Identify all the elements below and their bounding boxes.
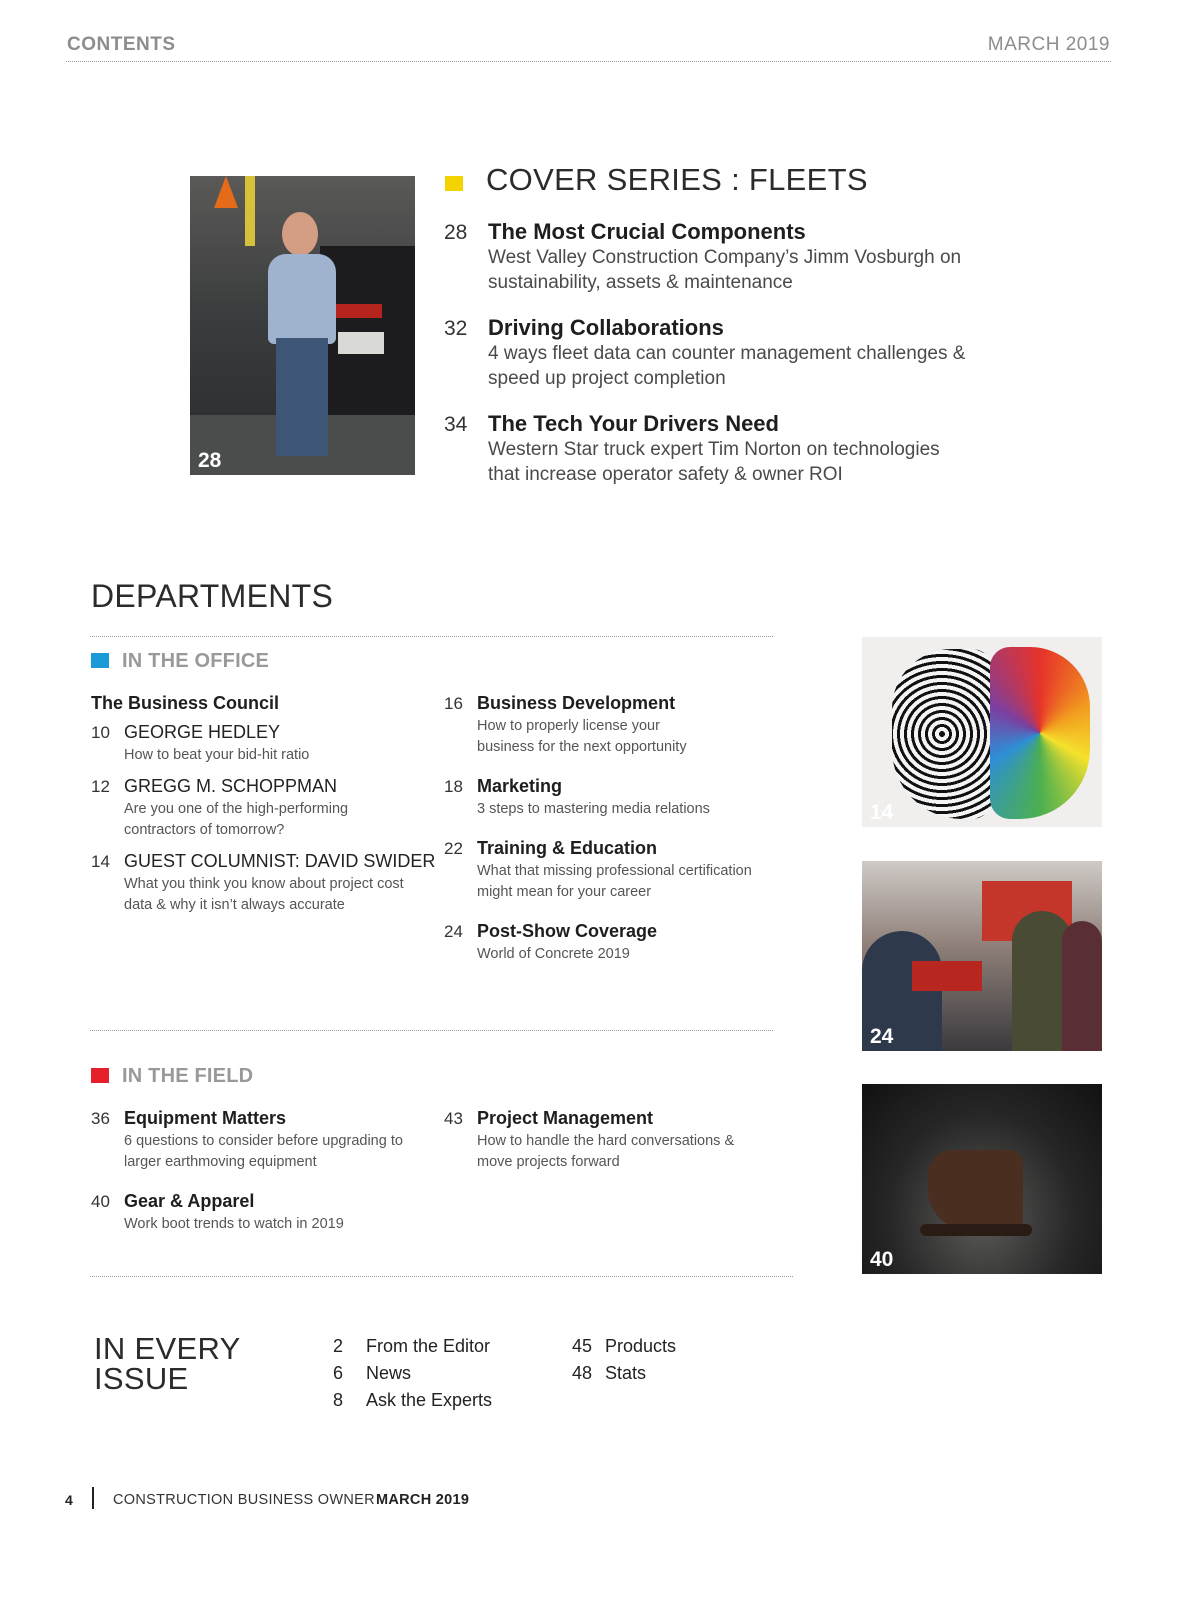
business-council-label: The Business Council <box>91 693 280 713</box>
in-every-issue-heading <box>94 1331 241 1396</box>
person-jeans-graphic <box>276 338 328 456</box>
regular-item-title[interactable]: From the Editor <box>366 1336 491 1356</box>
article-title[interactable]: Gear & Apparel <box>124 1191 255 1211</box>
article-title[interactable]: Project Management <box>477 1108 654 1128</box>
photo-page-number: 14 <box>870 801 894 824</box>
page-number: 10 <box>91 723 110 742</box>
page-number: 14 <box>91 852 110 871</box>
person-shirt-graphic <box>268 254 336 344</box>
page-number: 8 <box>333 1390 344 1410</box>
heading-line: IN EVERY <box>94 1331 241 1366</box>
article-description: How to properly license your business for the next opportunity <box>477 718 687 755</box>
article-description: 3 steps to mastering media relations <box>477 801 710 817</box>
page-number: 18 <box>444 777 463 796</box>
brain-illustration-photo[interactable] <box>862 637 1102 827</box>
article-title[interactable]: Business Development <box>477 693 676 713</box>
in-the-office-heading: IN THE OFFICE <box>122 650 270 672</box>
photo-page-number: 40 <box>870 1248 894 1271</box>
cover-story-photo[interactable] <box>190 176 415 475</box>
article-title[interactable]: Marketing <box>477 776 563 796</box>
article-title[interactable]: Training & Education <box>477 838 658 858</box>
article-title[interactable]: GREGG M. SCHOPPMAN <box>124 776 338 796</box>
article-description: How to handle the hard conversations & move projects forward <box>477 1133 735 1170</box>
article-description: Work boot trends to watch in 2019 <box>124 1216 344 1232</box>
work-boot-photo[interactable] <box>862 1084 1102 1274</box>
article-description: World of Concrete 2019 <box>477 946 630 962</box>
field-divider <box>90 1276 793 1277</box>
page-number: 12 <box>91 777 110 796</box>
section-label: CONTENTS <box>67 34 176 55</box>
trade-show-photo[interactable] <box>862 861 1102 1051</box>
page-number: 16 <box>444 694 463 713</box>
article-description: What you think you know about project cost data & why it isn’t always accurate <box>124 876 404 913</box>
page-number: 22 <box>444 839 463 858</box>
header-divider <box>66 61 1111 62</box>
page-number: 48 <box>572 1363 593 1383</box>
field-accent-square <box>91 1068 109 1083</box>
article-description: West Valley Construction Company’s Jimm Vosburgh on sustainability, assets & maintenance <box>488 247 962 293</box>
page-number: 34 <box>444 413 468 436</box>
article-description: How to beat your bid-hit ratio <box>124 747 310 763</box>
page-number: 43 <box>444 1109 463 1128</box>
article-title[interactable]: Post-Show Coverage <box>477 921 658 941</box>
page-number: 28 <box>444 221 468 244</box>
page-number: 40 <box>91 1192 110 1211</box>
regular-item-title[interactable]: Ask the Experts <box>366 1390 493 1410</box>
article-title[interactable]: The Most Crucial Components <box>488 219 806 244</box>
folio-page-number: 4 <box>65 1492 73 1508</box>
article-description: 4 ways fleet data can counter management challenges & speed up project completion <box>488 343 966 389</box>
regular-item-title[interactable]: Stats <box>605 1363 647 1383</box>
page-number: 32 <box>444 317 468 340</box>
cover-series-heading: COVER SERIES : FLEETS <box>486 162 868 197</box>
departments-divider <box>90 636 773 637</box>
in-the-field-heading: IN THE FIELD <box>122 1065 254 1087</box>
article-title[interactable]: GEORGE HEDLEY <box>124 722 281 742</box>
footer-separator <box>92 1487 94 1509</box>
article-description: Are you one of the high-performing contractors of tomorrow? <box>124 801 349 838</box>
page-number: 24 <box>444 922 463 941</box>
departments-heading: DEPARTMENTS <box>91 578 334 614</box>
page-number: 2 <box>333 1336 344 1356</box>
person-head-graphic <box>282 212 318 256</box>
article-title[interactable]: GUEST COLUMNIST: DAVID SWIDER <box>124 851 436 871</box>
photo-page-number: 24 <box>870 1025 894 1048</box>
page-number: 6 <box>333 1363 344 1383</box>
issue-date: MARCH 2019 <box>987 34 1110 55</box>
article-title[interactable]: The Tech Your Drivers Need <box>488 411 779 436</box>
office-field-divider <box>90 1030 773 1031</box>
regular-item-title[interactable]: Products <box>605 1336 677 1356</box>
cover-accent-square <box>445 176 463 191</box>
page-number: 36 <box>91 1109 110 1128</box>
office-accent-square <box>91 653 109 668</box>
photo-page-number: 28 <box>198 449 222 472</box>
article-title[interactable]: Driving Collaborations <box>488 315 724 340</box>
regular-item-title[interactable]: News <box>366 1363 412 1383</box>
article-description: 6 questions to consider before upgrading to larger earthmoving equipment <box>124 1133 403 1170</box>
heading-line: ISSUE <box>94 1361 189 1396</box>
footer-date: MARCH 2019 <box>376 1492 470 1508</box>
traffic-cone-graphic <box>214 176 238 208</box>
page-number: 45 <box>572 1336 593 1356</box>
article-description: Western Star truck expert Tim Norton on technologies that increase operator safety & owner ROI <box>488 439 940 485</box>
article-title[interactable]: Equipment Matters <box>124 1108 287 1128</box>
article-description: What that missing professional certification might mean for your career <box>477 863 752 900</box>
equipment-graphic <box>245 176 255 246</box>
publication-name: CONSTRUCTION BUSINESS OWNER <box>113 1492 375 1508</box>
